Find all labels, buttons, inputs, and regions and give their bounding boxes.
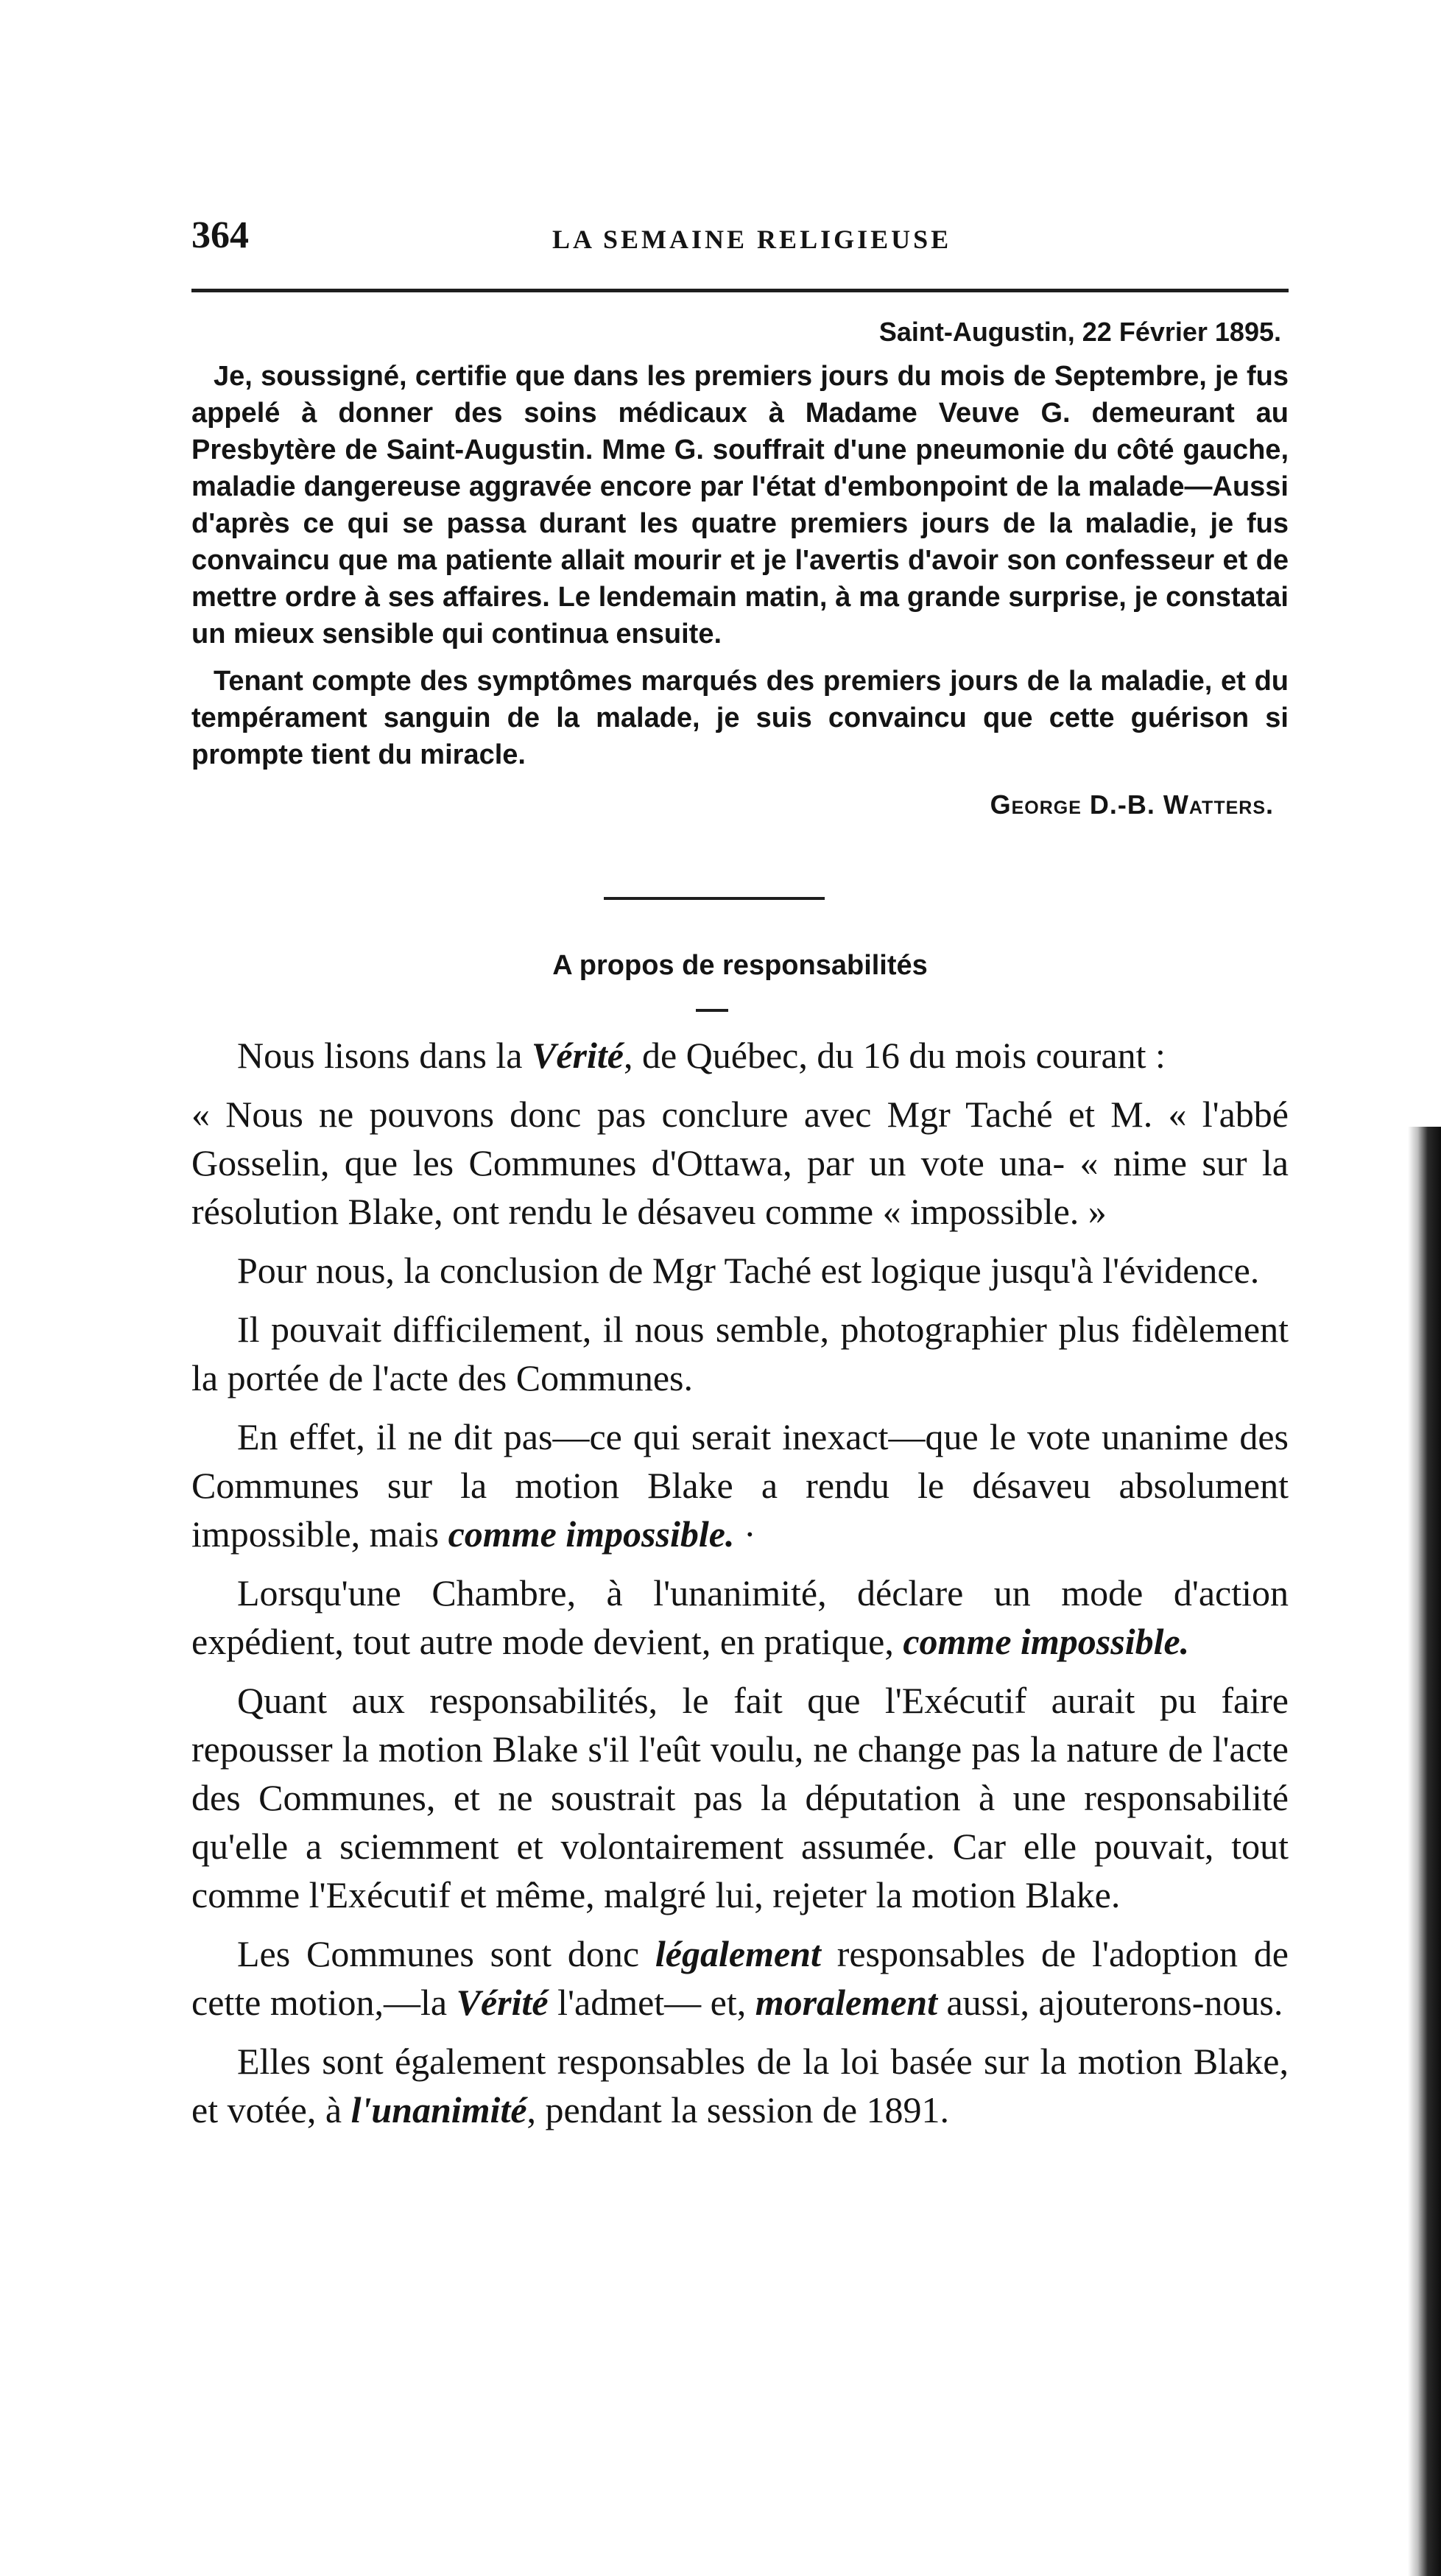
article-paragraph — [191, 1569, 1289, 1666]
article-paragraph — [191, 2037, 1289, 2134]
paragraph-text: responsables de l'adoption de cette motion,—la — [191, 1933, 1289, 2023]
article-paragraph: Pour nous, la conclusion de Mgr Taché est logique jusqu'à l'évidence. — [237, 1250, 1260, 1291]
emphasis: l'unanimité — [350, 2089, 527, 2130]
certificate-paragraph: Je, soussigné, certifie que dans les premiers jours du mois de Septembre, je fus appelé à donner des soins médicaux à Madame Veuve G. demeurant au Presbytère de Saint-Augustin. Mme G. souffrait d'une pneumonie du côté gauche, maladie dangereuse aggravée encore par l'état d'embonpoint de la malade—Aussi d'après ce qui se passa durant les quatre premiers jours de la maladie, je fus convaincu que ma patiente allait mourir et je l'avertis d'avoir son confesseur et de mettre ordre à ses affaires. Le lendemain matin, à ma grande surprise, je constatai un mieux sensible qui continua ensuite. — [191, 361, 1289, 650]
article-paragraph: Il pouvait difficilement, il nous semble, photographier plus fidèlement la portée de l'acte des Communes. — [191, 1309, 1289, 1398]
emphasis: comme impossible. — [903, 1621, 1190, 1662]
certificate-paragraph: Tenant compte des symptômes marqués des premiers jours de la maladie, et du tempérament sanguin de la malade, je suis convaincu que cette guérison si prompte tient du miracle. — [191, 666, 1289, 770]
paragraph-text: aussi, ajouterons-nous. — [937, 1982, 1283, 2023]
paragraph-text: l'admet— et, — [548, 1982, 755, 2023]
article-paragraph — [191, 1929, 1289, 2027]
emphasis: Vérité — [456, 1982, 549, 2023]
paragraph-text: En effet, il ne dit pas—ce qui serait inexact—que le vote unanime des Communes sur la motion Blake a rendu le désaveu absolument impossible, mais — [191, 1416, 1289, 1555]
running-title: LA SEMAINE RELIGIEUSE — [552, 225, 952, 254]
article-paragraph — [191, 1412, 1289, 1558]
intro-text: Nous lisons dans la — [237, 1035, 532, 1076]
scan-shadow-edge — [1408, 1127, 1441, 2576]
emphasis: comme impossible. — [448, 1513, 735, 1555]
header-rule — [191, 289, 1289, 292]
title-underline — [696, 1009, 728, 1012]
paragraph-text: Lorsqu'une Chambre, à l'unanimité, déclare un mode d'action expédient, tout autre mode devient, en pratique, — [191, 1572, 1289, 1662]
intro-text: , de Québec, du 16 du mois courant : — [623, 1035, 1166, 1076]
paragraph-text: · — [734, 1513, 756, 1555]
article-intro — [191, 1031, 1289, 1080]
section-divider — [604, 897, 825, 900]
signature: George D.-B. Watters. — [990, 789, 1274, 820]
quotation: « Nous ne pouvons donc pas conclure avec Mgr Taché et M. « l'abbé Gosselin, que les Communes d'Ottawa, par un vote una- « nime sur la résolution Blake, ont rendu le désaveu comme « impossible. » — [191, 1094, 1289, 1232]
page-number: 364 — [191, 214, 249, 256]
paragraph-text: Elles sont également responsables de la loi basée sur la motion Blake, et votée, à — [191, 2041, 1289, 2130]
emphasis: légalement — [655, 1933, 821, 1974]
source-name: Vérité — [532, 1035, 624, 1076]
emphasis: moralement — [755, 1982, 937, 2023]
dateline: Saint-Augustin, 22 Février 1895. — [878, 317, 1281, 347]
paragraph-text: Les Communes sont donc — [237, 1933, 655, 1974]
medical-certificate — [191, 317, 1289, 820]
article-body — [191, 1031, 1289, 2144]
article-paragraph: Quant aux responsabilités, le fait que l'Exécutif aurait pu faire repousser la motion Blake s'il l'eût voulu, ne change pas la nature de l'acte des Communes, et ne soustrait pas la députation à une responsabilité qu'elle a sciemment et volontairement assumée. Car elle pouvait, tout comme l'Exécutif et même, malgré lui, rejeter la motion Blake. — [191, 1680, 1289, 1915]
page-header — [191, 214, 1289, 272]
article-title: A propos de responsabilités — [552, 950, 928, 981]
paragraph-text: , pendant la session de 1891. — [526, 2089, 950, 2130]
